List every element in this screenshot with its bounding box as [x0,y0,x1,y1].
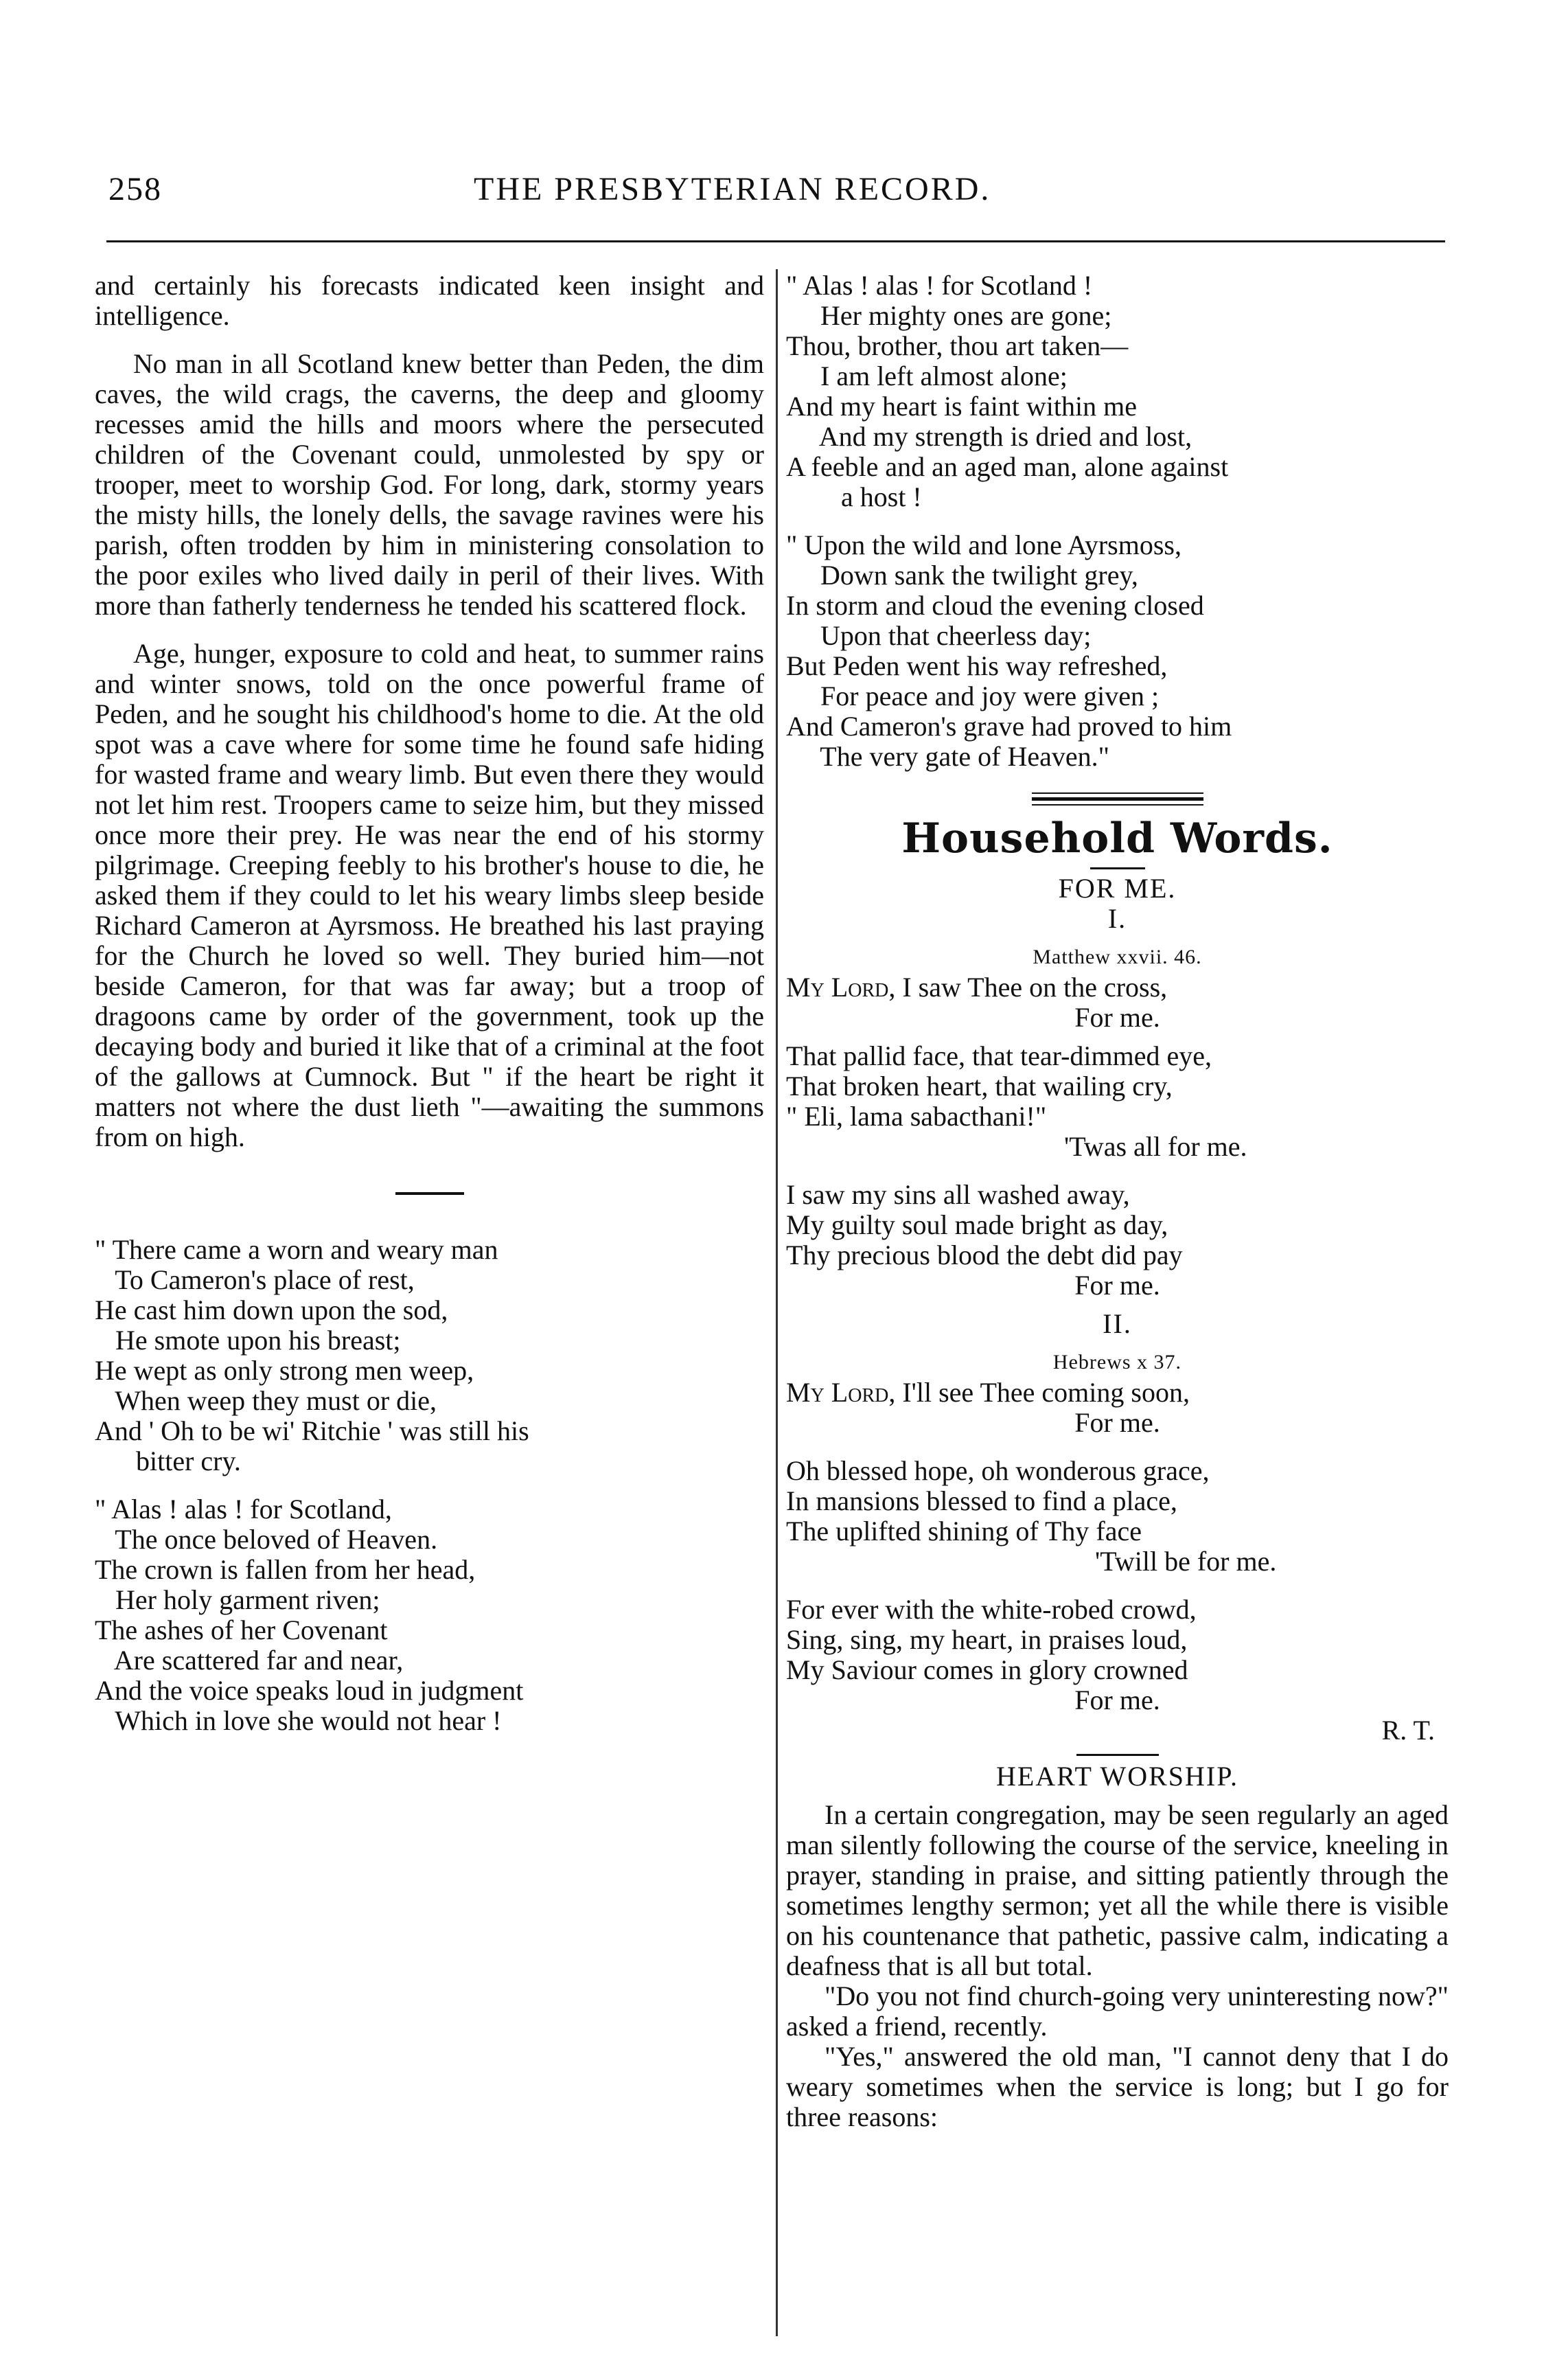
page-number: 258 [108,171,162,207]
poem-stanza [95,1235,764,1476]
poem-line: " Upon the wild and lone Ayrsmoss, [786,529,1181,560]
poem-line: For ever with the white-robed crowd, [786,1594,1197,1625]
header-rule [106,240,1445,242]
left-column [95,271,764,1736]
poem-line: He smote upon his breast; [95,1325,401,1356]
poem-line: A feeble and an aged man, alone against [786,451,1229,482]
column-divider [776,269,778,2336]
poem-line: In storm and cloud the evening closed [786,590,1204,621]
part-numeral: II. [1103,1308,1132,1339]
poem-stanza [786,530,1449,772]
poem-line: The uplifted shining of Thy face [786,1516,1142,1546]
short-rule [1076,1754,1159,1756]
poem-line: Her mighty ones are gone; [786,300,1112,331]
article-title: HEART WORSHIP. [995,1761,1239,1792]
poem-line: Down sank the twilight grey, [786,560,1138,591]
poem-line: a host ! [786,481,922,512]
refrain: 'Twas all for me. [1064,1131,1247,1162]
hymn-title: FOR ME. [1058,873,1177,904]
poem-line: The ashes of her Covenant [95,1614,388,1645]
poem-stanza [786,271,1449,512]
poem-line: Oh blessed hope, oh wonderous grace, [786,1455,1210,1486]
poem-line: Her holy garment riven; [95,1584,380,1615]
poem-line: Sing, sing, my heart, in praises loud, [786,1624,1188,1655]
paragraph: In a certain congregation, may be seen regularly an aged man silently following the course of the service, kneeling in prayer, standing in praise, and sitting patiently through the sometimes lengthy sermon; yet all the while there is visible on his countenance that pathetic, passive calm, indicating a deafness that is all but total. [786,1799,1449,1981]
poem-line: Thou, brother, thou art taken— [786,330,1129,361]
poem-stanza [786,1595,1449,1685]
poem-line: " Alas ! alas ! for Scotland, [95,1494,392,1525]
poem-stanza [786,1180,1449,1270]
short-rule [1090,867,1145,869]
paragraph: and certainly his forecasts indicated keen insight and intelligence. [95,270,764,331]
poem-line: In mansions blessed to find a place, [786,1485,1177,1516]
opening-words: My Lord, [786,972,896,1003]
poem-line: The very gate of Heaven." [786,741,1109,772]
refrain: For me. [1074,1270,1160,1301]
poem-line: And my heart is faint within me [786,391,1138,422]
poem-line: Are scattered far and near, [95,1645,404,1676]
refrain: For me. [1074,1685,1160,1715]
paragraph: "Do you not find church-going very uninteresting now?" asked a friend, recently. [786,1980,1449,2042]
poem-line: And ' Oh to be wi' Ritchie ' was still his [95,1415,529,1446]
poem-line: " Alas ! alas ! for Scotland ! [786,270,1093,301]
poem-line: My Saviour comes in glory crowned [786,1654,1188,1685]
section-divider [1032,792,1203,806]
poem-line: The once beloved of Heaven. [95,1524,438,1555]
scripture-reference: Hebrews x 37. [1052,1351,1182,1373]
poem-line: My Lord, I saw Thee on the cross, [786,972,1168,1003]
poem-line: My Lord, I'll see Thee coming soon, [786,1377,1190,1408]
part-numeral: I. [1107,903,1127,934]
right-column [786,271,1449,2132]
author-signature: R. T. [1381,1715,1435,1746]
poem-line: Which in love she would not hear ! [95,1705,502,1736]
poem-line: " Eli, lama sabacthani!" [786,1101,1047,1132]
poem-line: To Cameron's place of rest, [95,1264,415,1295]
paragraph: Age, hunger, exposure to cold and heat, to summer rains and winter snows, told on the once powerful frame of Peden, and he sought his childhood's home to die. At the old spot was a cave where for some time he found safe hiding for wasted frame and weary limb. But even there they would not let him rest. Troopers came to seize him, but they missed once more their prey. He was near the end of his stormy pilgrimage. Creeping feebly to his brother's house to die, he asked them if they could to let his weary limbs sleep beside Richard Cameron at Ayrsmoss. He breathed his last praying for the Church he loved so well. They buried him—not beside Cameron, for that was far away; but a troop of dragoons came by order of the government, took up the decaying body and buried it like that of a criminal at the foot of the gallows at Cumnock. But " if the heart be right it matters not where the dust lieth "—awaiting the summons from on high. [95,638,764,1152]
poem-line: When weep they must or die, [95,1385,437,1416]
poem-line: He cast him down upon the sod, [95,1294,448,1325]
opening-words: My Lord, [786,1377,896,1408]
page-header [103,170,1449,218]
poem-line: My guilty soul made bright as day, [786,1209,1168,1240]
section-title: Household Words. [901,814,1333,863]
poem-stanza [786,1041,1449,1132]
poem-stanza [95,1494,764,1736]
poem-line: He wept as only strong men weep, [95,1355,474,1386]
poem-line: The crown is fallen from her head, [95,1554,476,1585]
scripture-reference: Matthew xxvii. 46. [1033,946,1202,968]
poem-line: Thy precious blood the debt did pay [786,1240,1183,1270]
refrain: For me. [1074,1407,1160,1438]
paragraph: No man in all Scotland knew better than Peden, the dim caves, the wild crags, the caverns, the deep and gloomy recesses amid the hills and moors where the persecuted children of the Covenant could, unmolested by spy or trooper, meet to worship God. For long, dark, stormy years the misty hills, the lonely dells, the savage ravines were his parish, often trodden by him in ministering consolation to the poor exiles who lived daily in peril of their lives. With more than fatherly tenderness he tended his scattered flock. [95,348,764,621]
poem-line: But Peden went his way refreshed, [786,650,1168,681]
poem-line: And my strength is dried and lost, [786,421,1192,452]
poem-line: I saw my sins all washed away, [786,1179,1130,1210]
refrain: For me. [1074,1002,1160,1033]
poem-line: " There came a worn and weary man [95,1234,498,1265]
poem-line: That pallid face, that tear-dimmed eye, [786,1040,1212,1071]
poem-line: Upon that cheerless day; [786,620,1092,651]
poem-line: I am left almost alone; [786,361,1068,391]
poem-line: And the voice speaks loud in judgment [95,1675,524,1706]
poem-stanza [786,1456,1449,1546]
paragraph: "Yes," answered the old man, "I cannot deny that I do weary sometimes when the service is long; but I go for three reasons: [786,2041,1449,2132]
refrain: 'Twill be for me. [1095,1546,1277,1577]
running-title: THE PRESBYTERIAN RECORD. [474,171,991,207]
poem-line: And Cameron's grave had proved to him [786,711,1232,742]
poem-line: For peace and joy were given ; [786,681,1160,711]
poem-line: That broken heart, that wailing cry, [786,1071,1173,1101]
poem-line: bitter cry. [95,1446,241,1476]
